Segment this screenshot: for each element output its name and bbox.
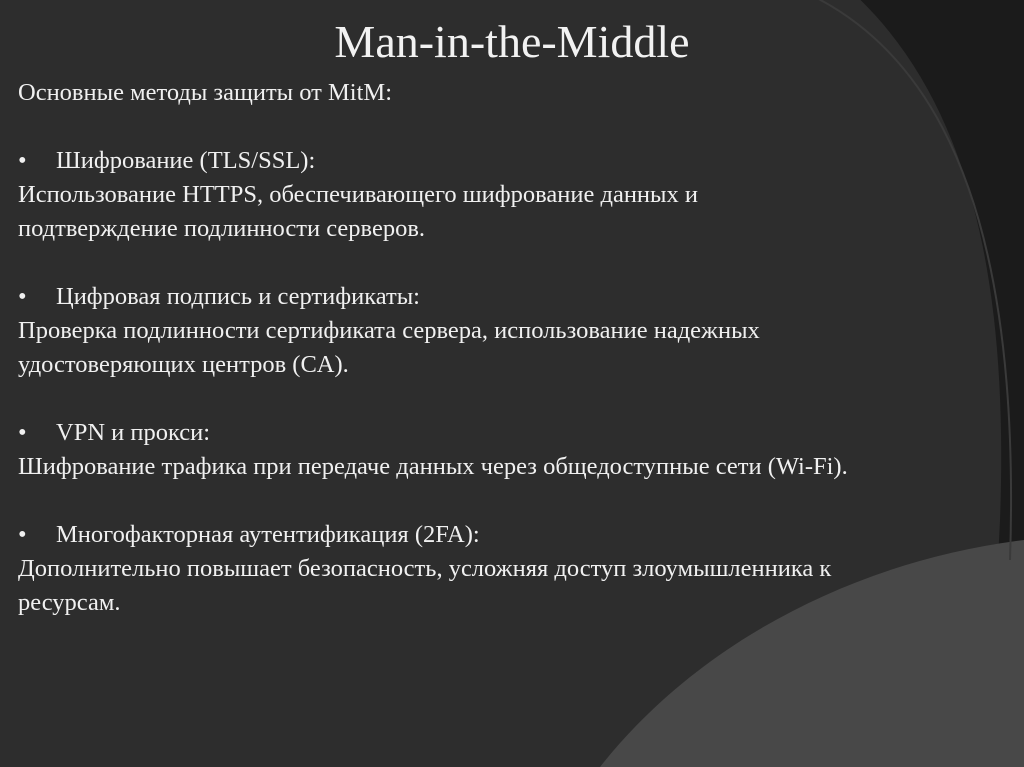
bullet-heading-text: Шифрование (TLS/SSL): [56,147,316,174]
intro-text: Основные методы защиты от MitM: [18,79,392,106]
bullet-description-line: подтверждение подлинности серверов. [18,215,426,242]
bullet-icon: • [18,147,27,174]
bullet-heading-text: VPN и прокси: [56,419,211,446]
spacer [18,110,1008,144]
bullet-description-line: Шифрование трафика при передаче данных через общедоступные сети (Wi-Fi). [18,453,848,480]
spacer [18,246,1008,280]
bullet-item-heading [18,416,1008,450]
bullet-heading-text: Цифровая подпись и сертификаты: [56,283,420,310]
bullet-icon: • [18,283,27,310]
bullet-item-heading [18,144,1008,178]
slide-title: Man-in-the-Middle [334,16,690,67]
bullet-description-line: удостоверяющих центров (CA). [18,351,349,378]
bullet-description-line: Дополнительно повышает безопасность, усложняя доступ злоумышленника к [18,555,832,582]
bullet-item-heading [18,518,1008,552]
bullet-icon: • [18,419,27,446]
bullet-item-heading [18,280,1008,314]
bullet-description-line: ресурсам. [18,589,121,616]
spacer [18,484,1008,518]
slide-content [18,76,1008,620]
bullet-description-line: Проверка подлинности сертификата сервера, использование надежных [18,317,760,344]
bullet-icon: • [18,521,27,548]
spacer [18,382,1008,416]
bullet-description-line: Использование HTTPS, обеспечивающего шифрование данных и [18,181,698,208]
bullet-heading-text: Многофакторная аутентификация (2FA): [56,521,480,548]
